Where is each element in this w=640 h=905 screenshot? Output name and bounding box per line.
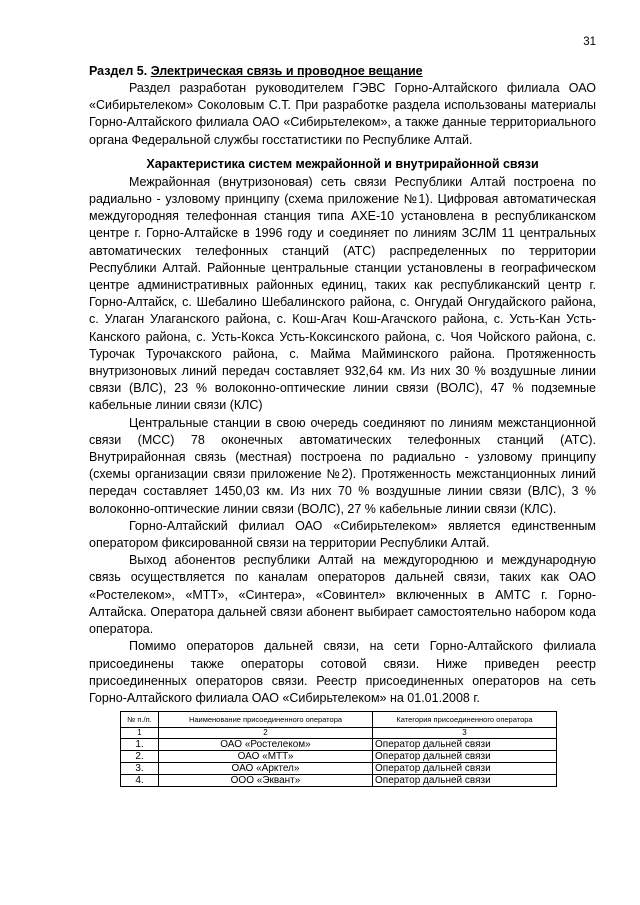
- paragraph-fixed-operator: Горно-Алтайский филиал ОАО «Сибирьтелеком» является единственным оператором фиксированной связи на территории Республики Алтай.: [89, 518, 596, 551]
- row-number: 2.: [121, 751, 159, 763]
- operator-category: Оператор дальней связи: [373, 763, 557, 775]
- paragraph-long-distance: Выход абонентов республики Алтай на междугороднюю и международную связь осуществляется по каналам операторов дальней связи, таких как ОАО «Ростелеком», «МТТ», «Синтера», «Совинтел» включенных в АМТС г. Горно-Алтайска. Оператора дальней связи абонент выбирает самостоятельно набором кода оператора.: [89, 553, 596, 637]
- operator-category: Оператор дальней связи: [373, 775, 557, 787]
- row-number: 3.: [121, 763, 159, 775]
- row-number: 4.: [121, 775, 159, 787]
- table-header-row: [121, 712, 557, 728]
- table-column-numbers-row: [121, 728, 557, 739]
- section-title: Электрическая связь и проводное вещание: [150, 64, 423, 78]
- table-row: [121, 751, 557, 763]
- operator-name: ОАО «МТТ»: [159, 751, 373, 763]
- paragraph-network-structure: Межрайонная (внутризоновая) сеть связи Республики Алтай построена по радиально - узловому принципу (схема приложение №1). Цифровая автоматическая междугородняя телефонная станция типа АХЕ-10 установлена в республиканском центре г. Горно-Алтайске в 1996 году и соединяет по линиям ЗСЛМ 11 центральных автоматических телефонных станций (АТС) распределенных по территории Республики Алтай. Районные центральные станции установлены в географическом центре административных районных единиц, таких как республиканский центр г. Горно-Алтайск, с. Шебалино Шебалинского района, с. Онгудай Онгудайского района, с. Улаган Улаганского района, с. Кош-Агач Кош-Агачского района, с. Усть-Кан Усть-Канского района, с. Усть-Кокса Усть-Коксинского района, с. Чоя Чойского района, с. Турочак Турочакского района, с. Майма Майминского района. Протяженность внутризоновых линий передач составляет 932,64 км. Из них 30 % воздушные линии связи (ВЛС), 23 % волоконно-оптические линии связи (ВОЛС), 47 % подземные кабельные линии связи (КЛС): [89, 174, 596, 413]
- page-number: 31: [583, 36, 596, 48]
- table-row: [121, 763, 557, 775]
- column-number-2: 2: [159, 728, 373, 739]
- section-heading: [89, 62, 596, 80]
- paragraph-local-network: Центральные станции в свою очередь соединяют по линиям межстанционной связи (МСС) 78 оконечных автоматических телефонных станций (АТС). Внутрирайонная связь (местная) построена по радиально - узловому принципу (схемы организации связи приложение №2). Протяженность межстанционных линий передач составляет 1450,03 км. Из них 70 % воздушные линии связи (ВЛС), 3 % волоконно-оптические линии связи (ВОЛС), 27 % кабельные линии связи (КЛС).: [89, 415, 596, 516]
- subsection-heading: Характеристика систем межрайонной и внутрирайонной связи: [146, 156, 539, 171]
- header-number: № п./п.: [121, 712, 159, 728]
- operators-registry-table: [120, 711, 557, 787]
- column-number-1: 1: [121, 728, 159, 739]
- paragraph-registry-intro: Помимо операторов дальней связи, на сети Горно-Алтайского филиала присоединены также операторы сотовой связи. Ниже приведен реестр присоединенных операторов связи. Реестр присоединенных операторов на сеть Горно-Алтайского филиала ОАО «Сибирьтелеком» на 01.01.2008 г.: [89, 639, 596, 705]
- table-row: [121, 775, 557, 787]
- section-prefix: Раздел 5.: [89, 64, 151, 78]
- operator-name: ОАО «Ростелеком»: [159, 739, 373, 751]
- row-number: 1.: [121, 739, 159, 751]
- intro-paragraph: Раздел разработан руководителем ГЭВС Горно-Алтайского филиала ОАО «Сибирьтелеком» Соколовым С.Т. При разработке раздела использованы материалы Горно-Алтайского филиала ОАО «Сибирьтелеком», а также данные территориального органа Федеральной службы госстатистики по Республике Алтай.: [89, 81, 596, 147]
- operator-category: Оператор дальней связи: [373, 751, 557, 763]
- operator-name: ОАО «Арктел»: [159, 763, 373, 775]
- operator-category: Оператор дальней связи: [373, 739, 557, 751]
- operator-name: ООО «Эквант»: [159, 775, 373, 787]
- header-operator-name: Наименование присоединенного оператора: [159, 712, 373, 728]
- column-number-3: 3: [373, 728, 557, 739]
- document-body: [89, 62, 596, 787]
- header-operator-category: Категория присоединенного оператора: [373, 712, 557, 728]
- table-row: [121, 739, 557, 751]
